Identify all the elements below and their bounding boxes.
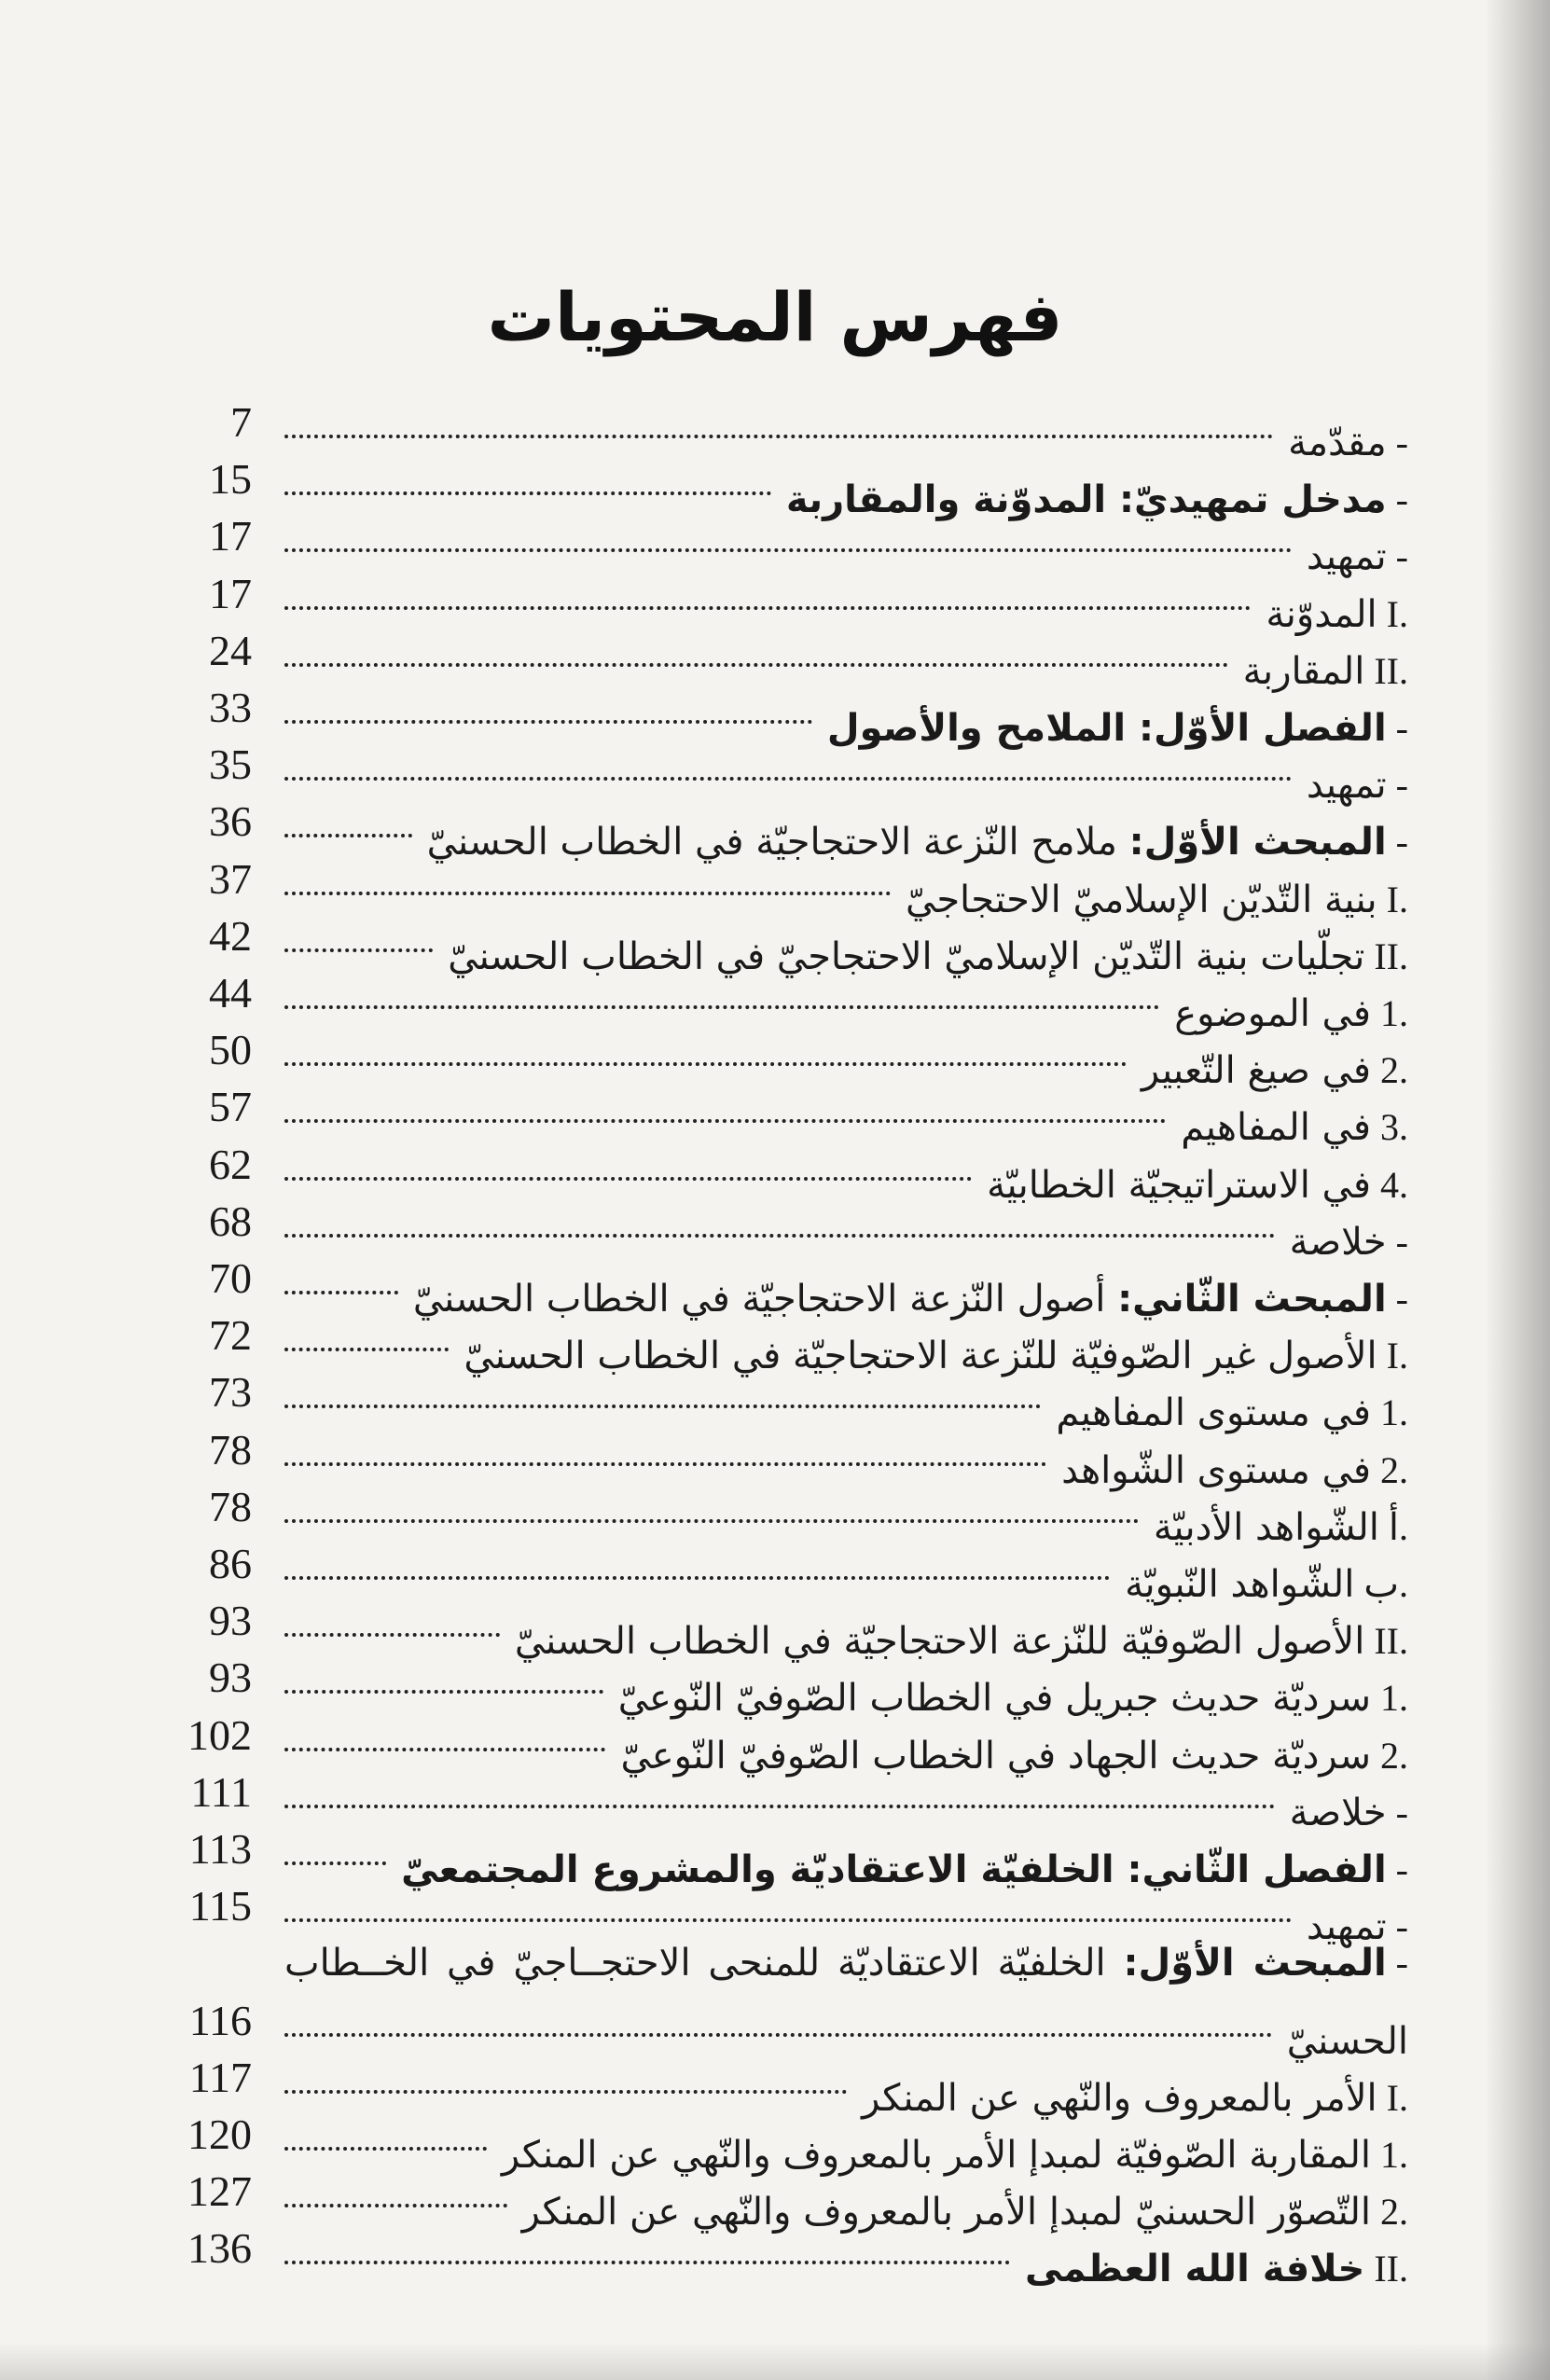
toc-label: المقاربة الصّوفيّة لمبدإ الأمر بالمعروف والنّهي عن المنكر <box>501 2134 1371 2177</box>
dot-leader <box>284 2146 507 2207</box>
toc-marker: 3. <box>1380 1106 1408 1149</box>
toc-label: الخلفيّة الاعتقاديّة للمنحى الاحتجــاجيّ في الخــطاب <box>284 1942 1106 1986</box>
toc-page-number: 127 <box>187 2167 252 2216</box>
toc-page-number: 68 <box>209 1197 252 1245</box>
toc-marker: II. <box>1374 2248 1408 2290</box>
toc-page-number: 37 <box>209 854 252 903</box>
toc-section-lead: المبحث الأوّل: <box>1123 1942 1387 1986</box>
toc-label: الشّواهد النّبويّة <box>1125 1563 1355 1606</box>
toc-entry-text <box>284 736 1408 808</box>
toc-marker: أ. <box>1388 1505 1408 1548</box>
dot-leader <box>284 1632 603 1694</box>
toc-label: في المفاهيم <box>1181 1106 1371 1150</box>
dot-leader <box>284 1233 398 1294</box>
toc-marker: - <box>1395 707 1408 749</box>
toc-entry-text <box>284 1764 1408 1834</box>
dot-leader <box>284 1804 386 1865</box>
toc-page-number: 24 <box>209 626 252 674</box>
toc-section-lead: المبحث الثّاني: <box>1117 1278 1387 1321</box>
dot-leader <box>284 834 891 895</box>
dot-leader <box>284 1747 1275 1808</box>
toc-entry-text <box>284 2220 1408 2291</box>
page-bottom-edge <box>0 2343 1550 2380</box>
dot-leader <box>284 1690 605 1751</box>
dot-leader <box>284 1518 1110 1580</box>
toc-label: خلاصة <box>1289 1220 1387 1264</box>
dot-leader <box>284 2089 487 2151</box>
toc-page-number: 113 <box>188 1825 252 1873</box>
toc-marker: 2. <box>1380 1049 1408 1092</box>
toc-label: الأمر بالمعروف والنّهي عن المنكر <box>862 2076 1377 2120</box>
toc-marker: - <box>1395 1905 1408 1948</box>
toc-label: خلاصة <box>1289 1791 1387 1834</box>
toc-label: في مستوى المفاهيم <box>1056 1391 1371 1435</box>
toc-label: أصول النّزعة الاحتجاجيّة في الخطاب الحسنيّ <box>412 1278 1106 1321</box>
toc-page-number: 102 <box>187 1710 252 1759</box>
toc-page-number: 86 <box>209 1540 252 1587</box>
toc-entry-text <box>284 851 1408 921</box>
toc-marker: - <box>1395 1220 1408 1263</box>
toc-label: ملامح النّزعة الاحتجاجيّة في الخطاب الحسنيّ <box>426 821 1117 865</box>
toc-page-number: 78 <box>209 1425 252 1474</box>
dot-leader <box>284 1004 1127 1066</box>
dot-leader <box>284 776 412 837</box>
toc-section-lead: المبحث الأوّل: <box>1128 821 1387 865</box>
dot-leader <box>284 1061 1166 1123</box>
toc-label: الأصول الصّوفيّة للنّزعة الاحتجاجيّة في الخطاب الحسنيّ <box>514 1620 1365 1664</box>
toc-label: المقاربة <box>1242 649 1365 693</box>
dot-leader <box>284 948 1159 1009</box>
dot-leader <box>284 1404 1046 1466</box>
dot-leader <box>284 1975 1272 2037</box>
toc-marker: I. <box>1386 1335 1408 1377</box>
toc-entry-text <box>284 1250 1408 1321</box>
dot-leader <box>284 605 1228 667</box>
toc-label: الشّواهد الأدبيّة <box>1153 1505 1379 1549</box>
toc-marker: I. <box>1386 878 1408 920</box>
toc-page-number: 115 <box>188 1882 252 1930</box>
toc-marker: 1. <box>1380 1391 1408 1434</box>
toc-label: سرديّة حديث الجهاد في الخطاب الصّوفيّ النّوعيّ <box>620 1734 1371 1778</box>
toc-label: الفصل الثّاني: الخلفيّة الاعتقاديّة والمشروع المجتمعيّ <box>401 1848 1387 1891</box>
dot-leader <box>284 891 433 952</box>
toc-page-number: 117 <box>188 2053 252 2101</box>
toc-marker: - <box>1395 535 1408 578</box>
toc-label: الفصل الأوّل: الملامح والأصول <box>826 707 1387 750</box>
toc-marker: 2. <box>1380 1448 1408 1491</box>
dot-leader <box>284 1119 972 1181</box>
toc-label: التّصوّر الحسنيّ لمبدإ الأمر بالمعروف والنّهي عن المنكر <box>521 2191 1371 2235</box>
dot-leader <box>284 719 1292 781</box>
toc-entry <box>159 2220 1408 2291</box>
toc-page-number: 111 <box>190 1767 252 1816</box>
toc-label: في الموضوع <box>1174 992 1371 1035</box>
toc-page-number: 33 <box>209 684 252 731</box>
toc-page-number: 36 <box>209 797 252 846</box>
toc-marker: - <box>1395 1942 1408 1985</box>
toc-label: تمهيد <box>1306 764 1387 808</box>
page-title: فهرس المحتويات <box>487 278 1063 357</box>
dot-leader <box>284 2032 847 2094</box>
dot-leader <box>284 1861 1292 1922</box>
toc-label: في الاستراتيجيّة الخطابيّة <box>987 1163 1371 1207</box>
dot-leader <box>284 2203 1010 2264</box>
toc-marker: 1. <box>1380 1677 1408 1720</box>
toc-marker: 2. <box>1380 1734 1408 1777</box>
toc-page-number: 93 <box>209 1597 252 1645</box>
toc-marker: - <box>1395 422 1408 464</box>
toc-entry-text <box>284 1877 1408 1949</box>
dot-leader <box>284 1290 449 1351</box>
toc-marker: II. <box>1374 1620 1408 1663</box>
toc-label: الحسنيّ <box>1286 2019 1408 2063</box>
toc-page-number: 72 <box>209 1311 252 1360</box>
toc-marker: - <box>1395 478 1408 521</box>
toc-marker: - <box>1395 821 1408 864</box>
toc-page-number: 73 <box>209 1368 252 1417</box>
toc-page-number: 70 <box>209 1254 252 1302</box>
toc-marker: II. <box>1374 649 1408 692</box>
toc-page-number: 44 <box>209 969 252 1017</box>
toc-label: مدخل تمهيديّ: المدوّنة والمقاربة <box>785 478 1387 522</box>
toc-label: خلافة الله العظمى <box>1024 2248 1365 2291</box>
dot-leader <box>284 1176 1275 1238</box>
toc-entry <box>159 1877 1408 1949</box>
toc-marker: - <box>1395 1791 1408 1833</box>
dot-leader <box>284 662 812 724</box>
toc-label: في صيغ التّعبير <box>1141 1049 1371 1093</box>
toc-page-number: 17 <box>209 569 252 617</box>
dot-leader <box>284 548 1251 610</box>
toc-label: بنية التّديّن الإسلاميّ الاحتجاجيّ <box>905 878 1377 921</box>
toc-label: سرديّة حديث جبريل في الخطاب الصّوفيّ النّوعيّ <box>617 1677 1371 1721</box>
toc-marker: - <box>1395 1278 1408 1320</box>
toc-page-number: 17 <box>209 512 252 560</box>
toc-label: مقدّمة <box>1288 422 1387 464</box>
toc-page-number: 120 <box>187 2110 252 2158</box>
toc-page-number: 57 <box>209 1083 252 1131</box>
toc-label: المدوّنة <box>1266 592 1377 636</box>
toc-label-group <box>1025 2240 1364 2298</box>
toc-marker: I. <box>1386 592 1408 635</box>
dot-leader <box>284 434 771 495</box>
toc-page-number: 50 <box>209 1026 252 1074</box>
dot-leader <box>284 377 1273 438</box>
toc-marker: - <box>1395 764 1408 807</box>
toc-marker: 1. <box>1380 992 1408 1034</box>
toc-page-number: 62 <box>209 1140 252 1188</box>
toc-label: في مستوى الشّواهد <box>1061 1448 1371 1492</box>
toc-page-number: 78 <box>209 1482 252 1530</box>
toc-page-number: 136 <box>187 2224 252 2273</box>
toc-page-number: 116 <box>188 1996 252 2044</box>
toc-label: الأصول غير الصّوفيّة للنّزعة الاحتجاجيّة في الخطاب الحسنيّ <box>464 1335 1377 1378</box>
toc-marker: 4. <box>1380 1163 1408 1206</box>
toc-page-number: 15 <box>209 455 252 504</box>
dot-leader <box>284 491 1292 552</box>
toc-label: تجلّيات بنية التّديّن الإسلاميّ الاحتجاجيّ في الخطاب الحسنيّ <box>448 934 1365 978</box>
toc-page-number: 7 <box>230 398 252 446</box>
toc-marker: I. <box>1386 2076 1408 2119</box>
toc-marker: ب. <box>1363 1563 1408 1605</box>
toc-marker: II. <box>1374 934 1408 977</box>
toc-page-number: 42 <box>209 911 252 960</box>
toc-label: تمهيد <box>1306 1905 1387 1949</box>
toc-marker: 2. <box>1380 2191 1408 2234</box>
dot-leader <box>284 1575 500 1637</box>
toc-marker: 1. <box>1380 2134 1408 2176</box>
page-edge-shadow <box>1485 0 1550 2380</box>
dot-leader <box>284 1347 1041 1408</box>
toc-page-number: 93 <box>209 1654 252 1702</box>
toc-entry-text <box>284 1193 1408 1264</box>
toc-page-number: 35 <box>209 740 252 789</box>
toc-marker: - <box>1395 1848 1408 1890</box>
toc-label: تمهيد <box>1306 535 1387 579</box>
dot-leader <box>284 1461 1139 1523</box>
